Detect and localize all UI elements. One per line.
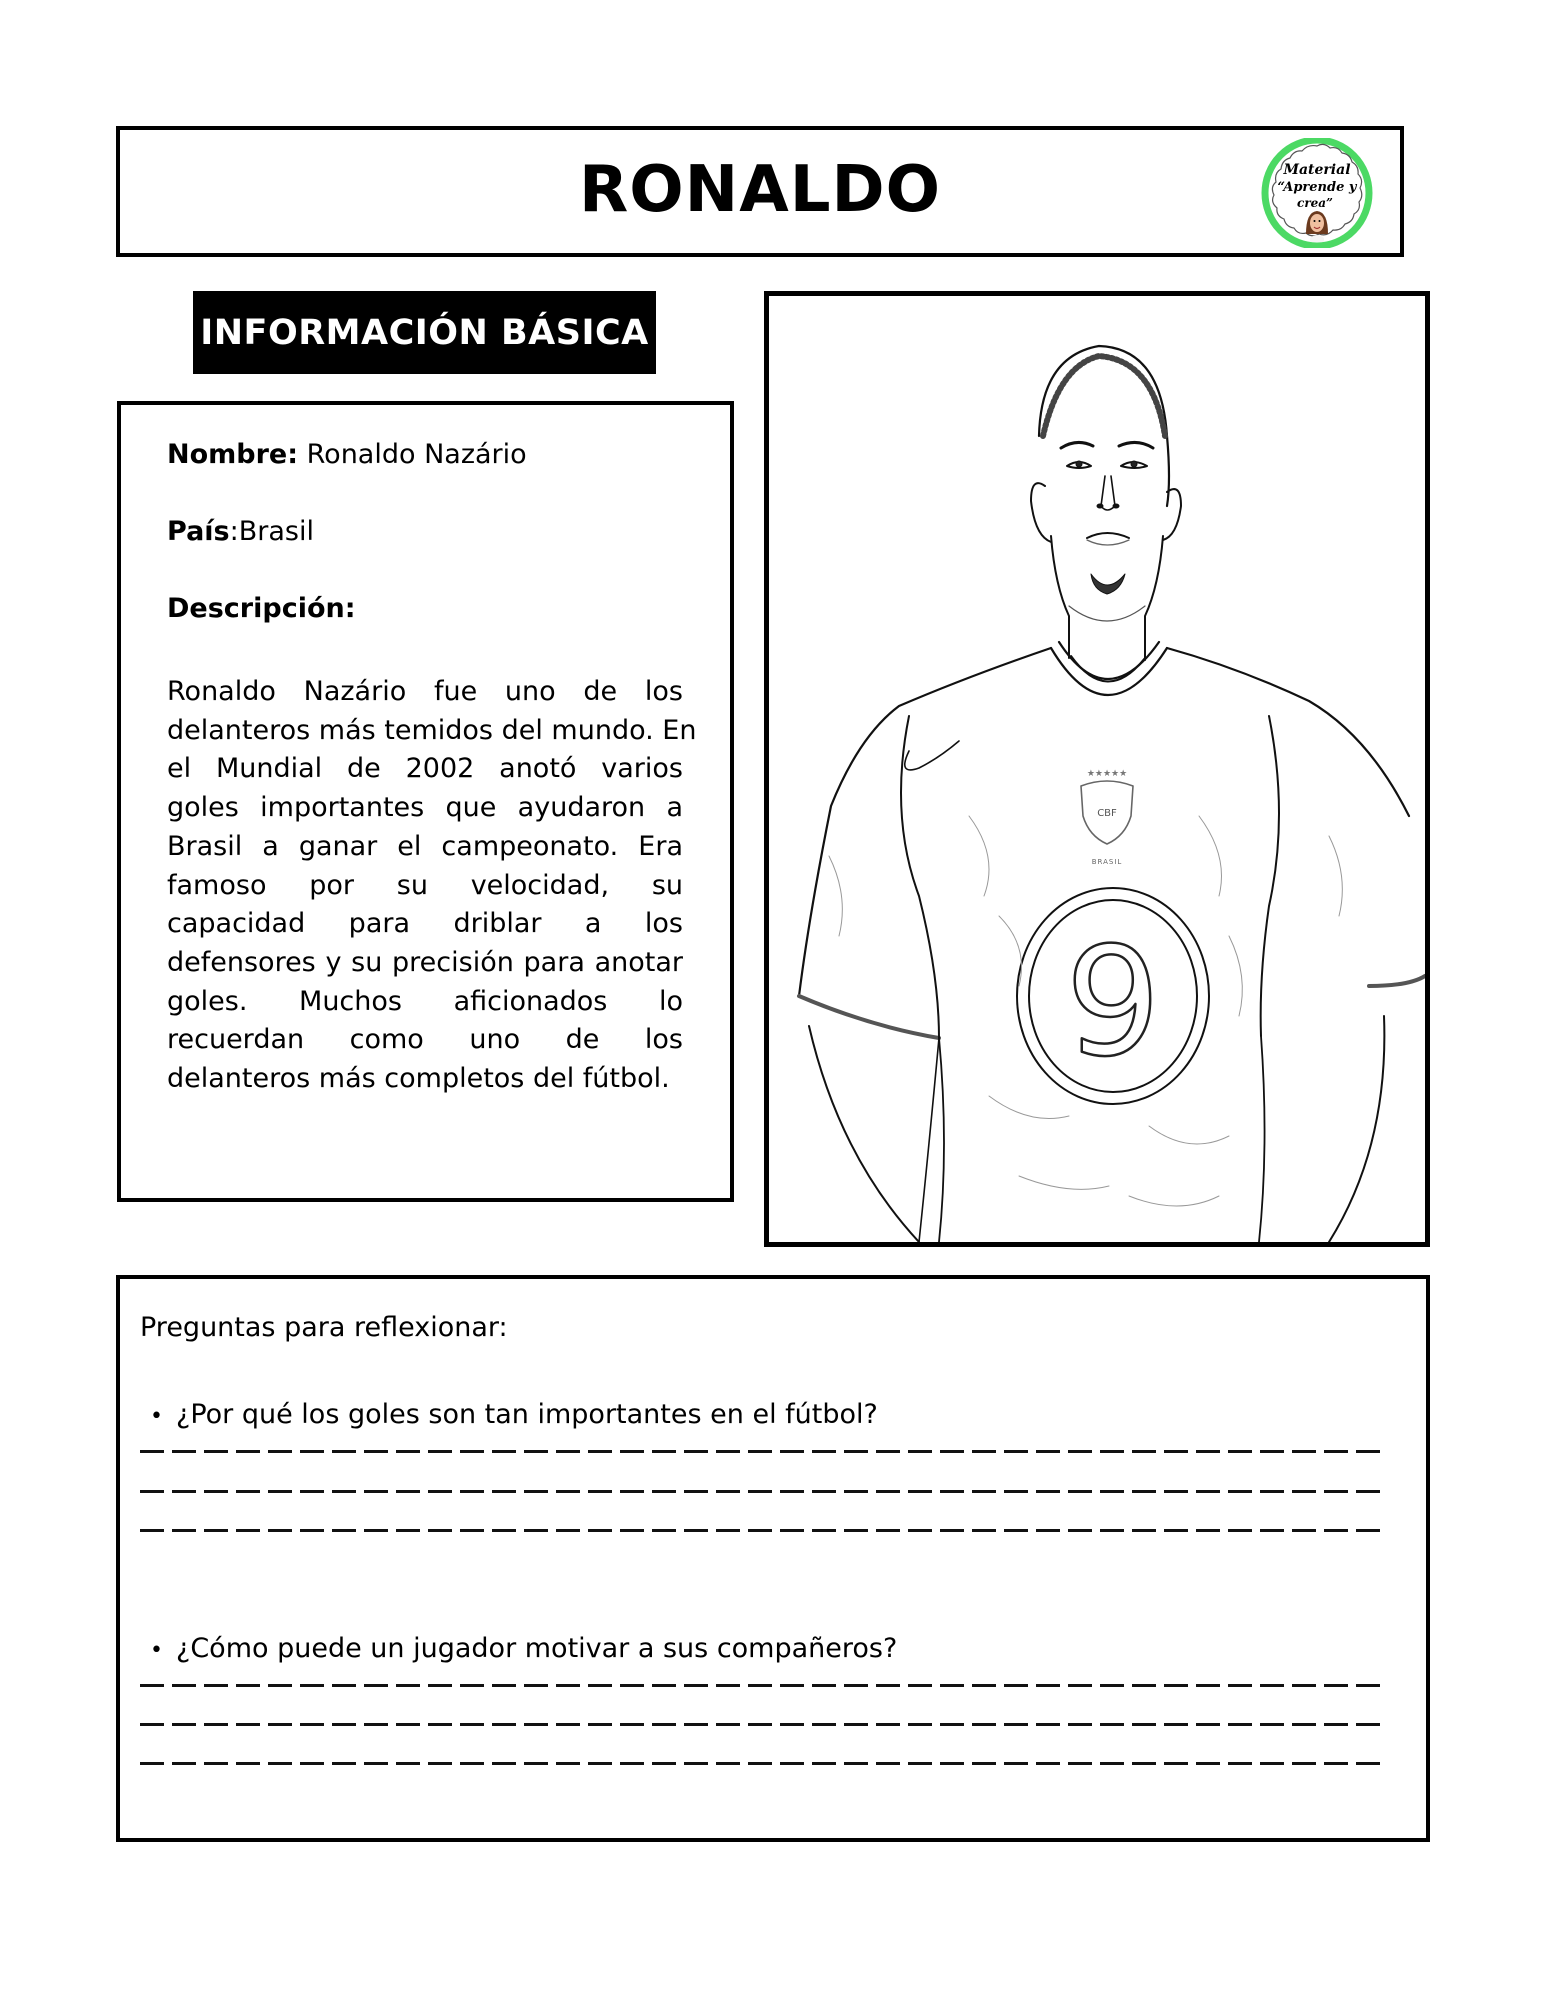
questions-heading: Preguntas para reflexionar: [140,1312,508,1343]
description-line: delanteros más completos del fútbol. [167,1063,670,1095]
svg-text:★★★★★: ★★★★★ [1086,769,1128,779]
description-label: Descripción: [167,593,356,624]
question-item [150,1635,897,1662]
answer-line[interactable] [140,1450,1384,1453]
cbf-crest-icon [1081,769,1133,866]
jaw-left [1051,536,1069,658]
right-ear [1163,489,1181,540]
nike-swoosh-icon [905,741,959,770]
description-line: defensores y su precisión para anotar [167,946,683,978]
answer-line[interactable] [140,1490,1384,1493]
answer-line[interactable] [140,1684,1384,1687]
description-line: goles importantes que ayudaron a [167,792,683,824]
country-value: :Brasil [229,516,314,547]
description-line: capacidad para driblar a los [167,908,683,940]
basic-info-box [117,401,734,1202]
badge-line-2: “Aprende y [1277,180,1357,195]
portrait-image-frame [764,291,1430,1247]
description-line: goles. Muchos aficionados lo [167,985,683,1017]
question-text: ¿Cómo puede un jugador motivar a sus compañeros? [176,1633,898,1664]
description-line: recuerdan como uno de los [167,1024,683,1056]
question-item [150,1401,878,1428]
name-label: Nombre: [167,439,299,470]
right-shoulder [1167,648,1409,816]
answer-line[interactable] [140,1529,1384,1532]
shirt-number-badge [1017,888,1209,1104]
svg-text:9: 9 [1065,916,1161,1090]
name-value: Ronaldo Nazário [298,439,527,470]
left-shoulder [799,648,1051,996]
jaw-right [1145,536,1163,660]
question-text: ¿Por qué los goles son tan importantes en el fútbol? [176,1399,878,1430]
field-description [167,595,356,622]
description-line: Brasil a ganar el campeonato. Era [167,830,683,862]
title-box [116,126,1404,257]
badge-line-3: crea” [1297,196,1333,210]
description-line: Ronaldo Nazário fue uno de los [167,676,683,707]
field-name [167,441,527,468]
bullet-icon: • [150,1638,163,1663]
reflection-questions-box [116,1275,1430,1842]
player-portrait-illustration [769,296,1425,1242]
badge-line-1: Material [1283,162,1351,178]
svg-text:CBF: CBF [1097,808,1117,819]
answer-line[interactable] [140,1762,1384,1765]
description-line: delanteros más temidos del mundo. En [167,714,697,746]
left-ear [1031,483,1051,542]
page-title: RONALDO [578,153,942,227]
answer-line[interactable] [140,1723,1384,1726]
description-line: famoso por su velocidad, su [167,869,683,901]
bullet-icon: • [150,1404,163,1429]
section-label-basic-info: INFORMACIÓN BÁSICA [193,291,656,374]
svg-text:BRASIL: BRASIL [1091,858,1123,866]
country-label: País [167,516,230,547]
material-aprende-y-crea-logo [1260,138,1374,248]
logo-badge-icon [1260,138,1374,248]
field-country [167,518,314,545]
description-text [167,673,697,1099]
description-line: el Mundial de 2002 anotó varios [167,753,683,785]
